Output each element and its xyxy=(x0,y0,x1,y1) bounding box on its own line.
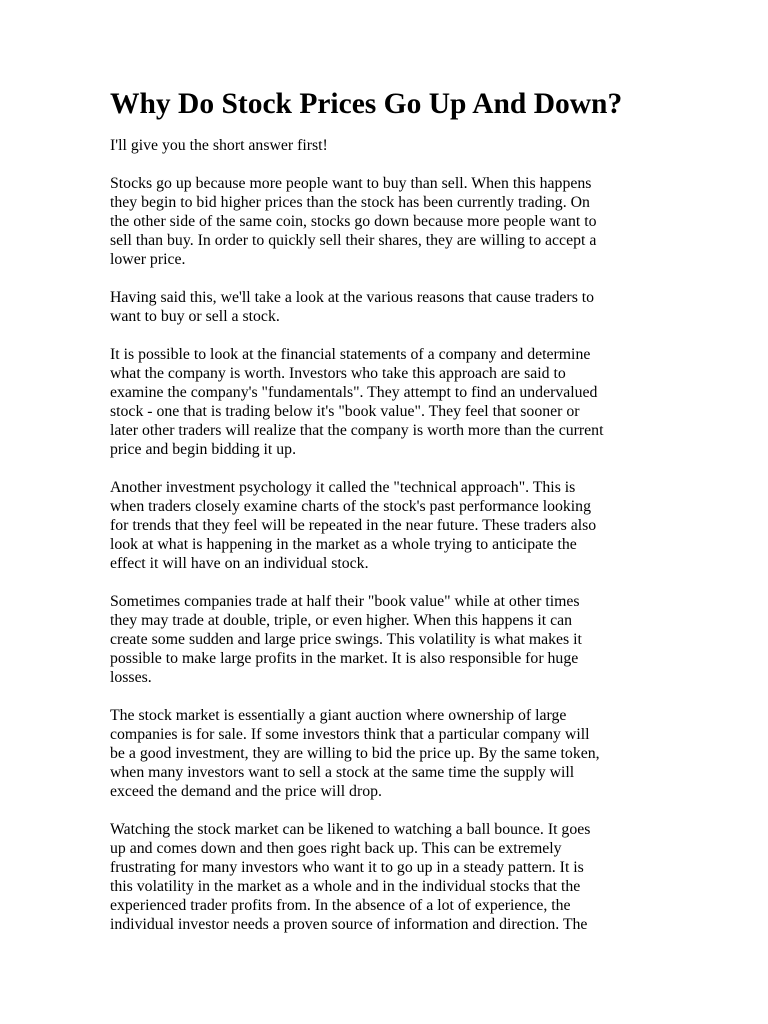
text-line: effect it will have on an individual stock. xyxy=(110,555,369,572)
text-line: It is possible to look at the financial statements of a company and determine xyxy=(110,346,591,363)
text-line: Having said this, we'll take a look at the various reasons that cause traders to xyxy=(110,289,595,306)
text-line: lower price. xyxy=(110,251,186,268)
paragraph xyxy=(110,345,660,459)
paragraph xyxy=(110,136,660,155)
text-line: later other traders will realize that the company is worth more than the current xyxy=(110,422,604,439)
text-line: they may trade at double, triple, or even higher. When this happens it can xyxy=(110,612,573,629)
text-line: look at what is happening in the market as a whole trying to anticipate the xyxy=(110,536,577,553)
text-line: I'll give you the short answer first! xyxy=(110,137,328,154)
paragraph xyxy=(110,592,660,687)
document-body xyxy=(110,136,660,934)
text-line: individual investor needs a proven source of information and direction. The xyxy=(110,916,588,933)
text-line: be a good investment, they are willing to bid the price up. By the same token, xyxy=(110,745,600,762)
text-line: Stocks go up because more people want to buy than sell. When this happens xyxy=(110,175,592,192)
text-line: frustrating for many investors who want it to go up in a steady pattern. It is xyxy=(110,859,584,876)
text-line: possible to make large profits in the market. It is also responsible for huge xyxy=(110,650,579,667)
text-line: they begin to bid higher prices than the stock has been currently trading. On xyxy=(110,194,590,211)
text-line: this volatility in the market as a whole and in the individual stocks that the xyxy=(110,878,581,895)
text-line: for trends that they feel will be repeated in the near future. These traders also xyxy=(110,517,597,534)
text-line: exceed the demand and the price will drop. xyxy=(110,783,382,800)
text-line: Another investment psychology it called the "technical approach". This is xyxy=(110,479,576,496)
paragraph xyxy=(110,174,660,269)
document-title: Why Do Stock Prices Go Up And Down? xyxy=(110,88,623,120)
text-line: examine the company's "fundamentals". They attempt to find an undervalued xyxy=(110,384,598,401)
text-line: experienced trader profits from. In the absence of a lot of experience, the xyxy=(110,897,571,914)
text-line: want to buy or sell a stock. xyxy=(110,308,280,325)
text-line: companies is for sale. If some investors think that a particular company will xyxy=(110,726,590,743)
text-line: up and comes down and then goes right back up. This can be extremely xyxy=(110,840,562,857)
text-line: losses. xyxy=(110,669,152,686)
text-line: create some sudden and large price swings. This volatility is what makes it xyxy=(110,631,582,648)
paragraph xyxy=(110,706,660,801)
text-line: what the company is worth. Investors who take this approach are said to xyxy=(110,365,566,382)
paragraph xyxy=(110,288,660,326)
text-line: Sometimes companies trade at half their "book value" while at other times xyxy=(110,593,580,610)
text-line: the other side of the same coin, stocks go down because more people want to xyxy=(110,213,597,230)
paragraph xyxy=(110,820,660,934)
text-line: when many investors want to sell a stock at the same time the supply will xyxy=(110,764,575,781)
document-content xyxy=(110,86,660,953)
text-line: stock - one that is trading below it's "book value". They feel that sooner or xyxy=(110,403,580,420)
text-line: when traders closely examine charts of the stock's past performance looking xyxy=(110,498,591,515)
text-line: price and begin bidding it up. xyxy=(110,441,297,458)
text-line: The stock market is essentially a giant auction where ownership of large xyxy=(110,707,567,724)
paragraph xyxy=(110,478,660,573)
text-line: Watching the stock market can be likened to watching a ball bounce. It goes xyxy=(110,821,591,838)
text-line: sell than buy. In order to quickly sell their shares, they are willing to accept a xyxy=(110,232,597,249)
